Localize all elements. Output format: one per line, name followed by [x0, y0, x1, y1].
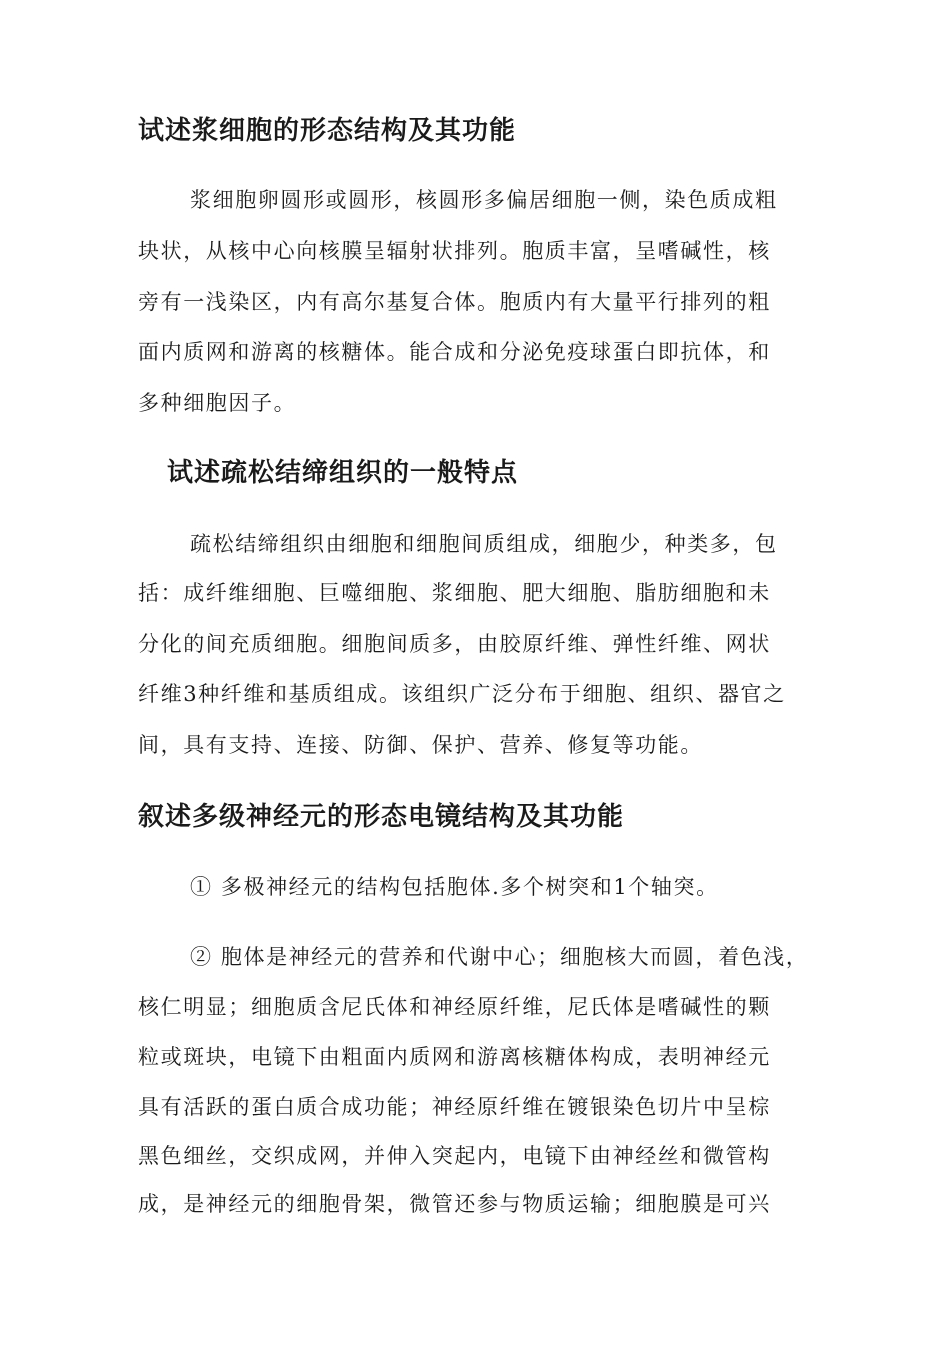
- paragraph-line: 疏松结缔组织由细胞和细胞间质组成，细胞少，种类多，包: [190, 532, 778, 556]
- paragraph-line: 面内质网和游离的核糖体。能合成和分泌免疫球蛋白即抗体，和: [138, 340, 771, 364]
- paragraph-line: 核仁明显；细胞质含尼氏体和神经原纤维，尼氏体是嗜碱性的颗: [138, 995, 771, 1019]
- paragraph-line: 旁有一浅染区，内有高尔基复合体。胞质内有大量平行排列的粗: [138, 290, 771, 314]
- paragraph-line: 块状，从核中心向核膜呈辐射状排列。胞质丰富，呈嗜碱性，核: [138, 239, 771, 263]
- section-heading-plasma-cell: 试述浆细胞的形态结构及其功能: [138, 116, 517, 146]
- paragraph-line: 浆细胞卵圆形或圆形，核圆形多偏居细胞一侧，染色质成粗: [190, 188, 778, 212]
- paragraph-line: 黑色细丝，交织成网，并伸入突起内，电镜下由神经丝和微管构: [138, 1144, 771, 1168]
- paragraph-line: 纤维3种纤维和基质组成。该组织广泛分布于细胞、组织、器官之: [138, 682, 786, 706]
- paragraph-line: 括：成纤维细胞、巨噬细胞、浆细胞、肥大细胞、脂肪细胞和未: [138, 581, 771, 605]
- paragraph-line: 间，具有支持、连接、防御、保护、营养、修复等功能。: [138, 733, 703, 757]
- section-heading-multipolar-neuron: 叙述多级神经元的形态电镜结构及其功能: [138, 802, 625, 832]
- section-heading-loose-connective-tissue: 试述疏松结缔组织的一般特点: [167, 458, 519, 488]
- paragraph-line: 粒或斑块，电镜下由粗面内质网和游离核糖体构成，表明神经元: [138, 1045, 771, 1069]
- paragraph-line: 多种细胞因子。: [138, 391, 297, 415]
- paragraph-line: 分化的间充质细胞。细胞间质多，由胶原纤维、弹性纤维、网状: [138, 632, 771, 656]
- paragraph-line: 成，是神经元的细胞骨架，微管还参与物质运输；细胞膜是可兴: [138, 1192, 771, 1216]
- numbered-point-1: ① 多极神经元的结构包括胞体.多个树突和1个轴突。: [190, 875, 719, 899]
- paragraph-line: 具有活跃的蛋白质合成功能；神经原纤维在镀银染色切片中呈棕: [138, 1095, 771, 1119]
- numbered-point-2-line: ② 胞体是神经元的营养和代谢中心；细胞核大而圆，着色浅，: [190, 945, 809, 969]
